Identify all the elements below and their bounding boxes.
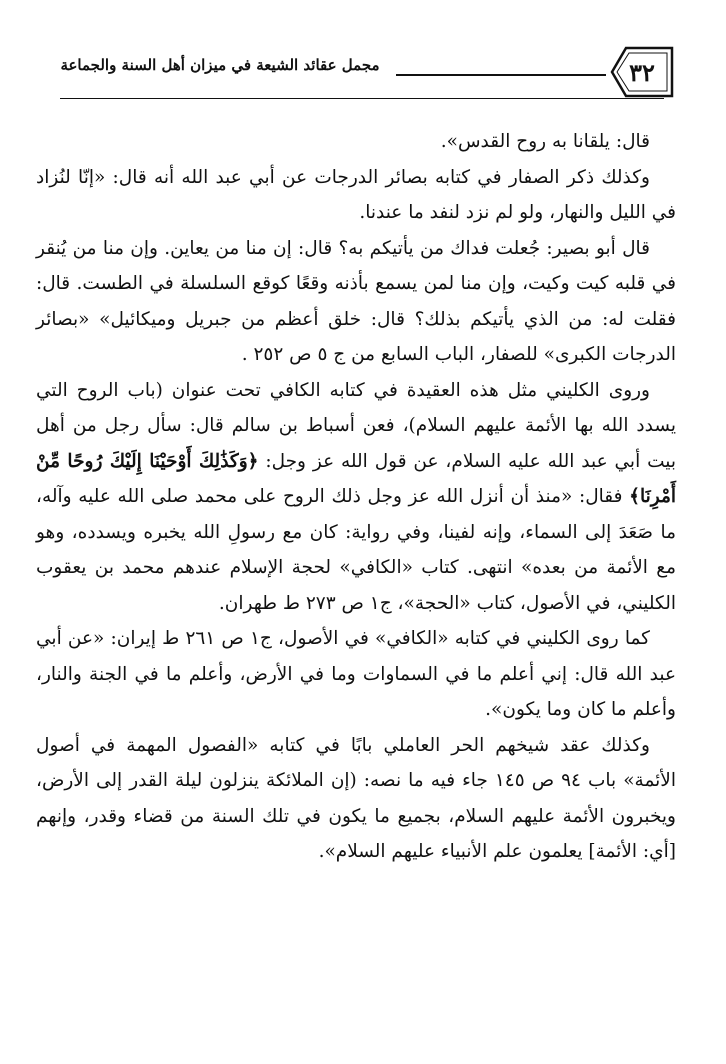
page-number-badge <box>610 44 674 100</box>
paragraph-text: قال أبو بصير: جُعلت فداك من يأتيكم به؟ قال: إن منا من يعاين. وإن منا من يُنقر في قلبه كيت وكيت، وإن منا لمن يسمع بأذنه وقعًا كوقع السلسلة في الطست. قال: فقلت له: من الذي يأتيكم بذلك؟ قال: خلق أعظم من جبريل وميكائيل» «بصائر الدرجات الكبرى» للصفار، الباب السابع من ج ٥ ص ٢٥٢ . <box>36 237 676 365</box>
page-header <box>0 0 726 112</box>
header-rule <box>396 74 606 76</box>
paragraph-text: وكذلك ذكر الصفار في كتابه بصائر الدرجات عن أبي عبد الله أنه قال: «إنّا لنُزاد في الليل والنهار، ولو لم نزد لنفد ما عندنا. <box>36 166 676 223</box>
paragraph-text: وروى الكليني مثل هذه العقيدة في كتابه الكافي تحت عنوان (باب الروح التي يسدد الله بها الأئمة عليهم السلام)، فعن أسباط بن سالم قال: سأل رجل من أهل بيت أبي عبد الله عليه السلام، عن قول الله عز وجل: <box>36 379 676 472</box>
paragraph <box>36 231 676 373</box>
paragraph <box>36 373 676 622</box>
paragraph-text: كما روى الكليني في كتابه «الكافي» في الأصول، ج١ ص ٢٦١ ط إيران: «عن أبي عبد الله قال: إني أعلم ما في السماوات وما في الأرض، وأعلم ما في الجنة والنار، وأعلم ما كان وما يكون». <box>36 628 676 720</box>
paragraph-text: فقال: «منذ أن أنزل الله عز وجل ذلك الروح على محمد صلى الله عليه وآله، ما صَعَدَ إلى السماء، وإنه لفينا، وفي رواية: كان مع رسولِ الله يخبره ويسدده، وهو مع الأئمة من بعده» انتهى. كتاب «الكافي» لحجة الإسلام عندهم محمد بن يعقوب الكليني، في الأصول، كتاب «الحجة»، ج١ ص ٢٧٣ ط طهران. <box>36 486 676 614</box>
paragraph <box>36 621 676 728</box>
header-underline <box>60 98 664 99</box>
paragraph-text: وكذلك عقد شيخهم الحر العاملي بابًا في كتابه «الفصول المهمة في أصول الأئمة» باب ٩٤ ص ١٤٥ جاء فيه ما نصه: (إن الملائكة ينزلون ليلة القدر إلى الأرض، ويخبرون الأئمة عليهم السلام، بجميع ما يكون في تلك السنة من قضاء وقدر، وإنهم [أي: الأئمة] يعلمون علم الأنبياء عليهم السلام». <box>36 734 676 862</box>
quran-verse: ﴿وَكَذَٰلِكَ أَوْحَيْنَا إِلَيْكَ رُوحًا مِّنْ أَمْرِنَا﴾ <box>36 450 676 507</box>
body-text <box>36 124 676 870</box>
running-title: مجمل عقائد الشيعة في ميزان أهل السنة والجماعة <box>60 56 380 74</box>
paragraph <box>36 160 676 231</box>
paragraph <box>36 124 676 160</box>
page-number: ٣٢ <box>629 58 655 87</box>
paragraph <box>36 728 676 870</box>
paragraph-text: قال: يلقانا به روح القدس». <box>440 131 650 152</box>
